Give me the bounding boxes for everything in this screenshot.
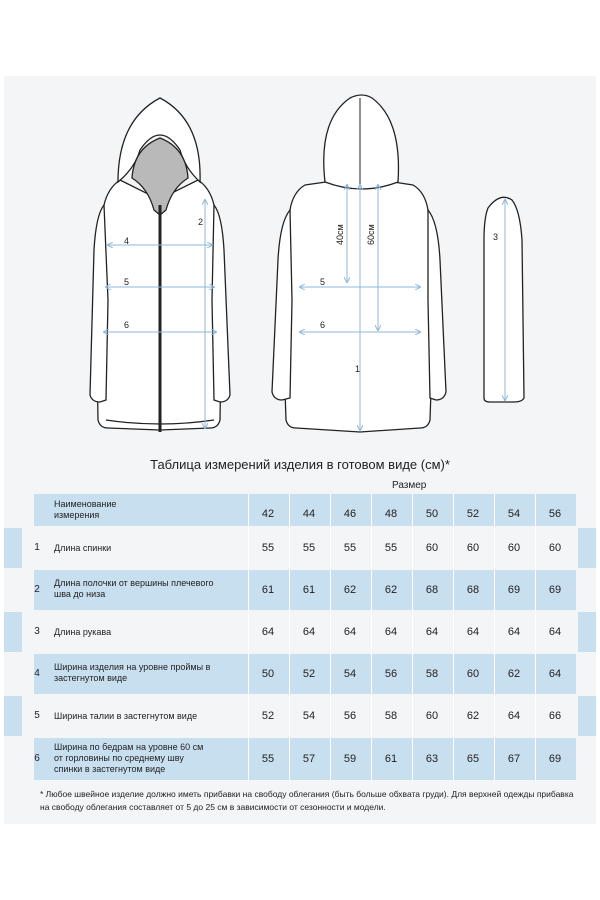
row-value: 60 [425, 542, 439, 554]
header-size: 52 [466, 508, 480, 520]
back-left-sleeve [272, 210, 292, 400]
table-row [4, 528, 596, 568]
header-size: 50 [425, 508, 439, 520]
row-value: 52 [261, 710, 275, 722]
row-value: 58 [384, 710, 398, 722]
row-value: 56 [343, 710, 357, 722]
row-value: 64 [261, 626, 275, 638]
row-name: Ширина изделия на уровне проймы в застегнутом виде [54, 662, 211, 683]
column-divider [289, 494, 290, 780]
row-value: 64 [548, 626, 562, 638]
row-value: 55 [261, 542, 275, 554]
back-label-1: 1 [355, 364, 361, 374]
row-value: 60 [425, 710, 439, 722]
back-label-60: 60см [366, 224, 376, 245]
row-value: 55 [384, 542, 398, 554]
back-view [272, 95, 446, 432]
row-value: 63 [425, 753, 439, 765]
row-value: 64 [466, 626, 480, 638]
row-value: 61 [384, 753, 398, 765]
row-name: Ширина по бедрам на уровне 60 см от горловины по среднему шву спинки в застегнутом виде [54, 742, 204, 774]
table-row [4, 738, 596, 780]
header-name-label: Наименование измерения [54, 499, 117, 520]
back-body [282, 180, 434, 432]
row-value: 64 [425, 626, 439, 638]
row-value: 62 [384, 584, 398, 596]
row-name: Длина полочки от вершины плечевого шва до низа [54, 578, 214, 599]
row-value: 69 [507, 584, 521, 596]
front-right-sleeve [212, 205, 230, 402]
row-value: 64 [384, 626, 398, 638]
front-label-2: 2 [198, 217, 204, 227]
row-value: 69 [548, 584, 562, 596]
column-divider [453, 494, 454, 780]
row-value: 62 [343, 584, 357, 596]
row-name: Длина рукава [54, 627, 112, 637]
front-left-sleeve [90, 205, 108, 402]
row-value: 50 [261, 668, 275, 680]
row-value: 56 [384, 668, 398, 680]
header-size: 54 [507, 508, 521, 520]
row-value: 57 [302, 753, 316, 765]
row-value: 67 [507, 753, 521, 765]
column-divider [494, 494, 495, 780]
front-view [90, 98, 230, 432]
row-number: 4 [34, 668, 40, 679]
row-value: 66 [548, 710, 562, 722]
row-value: 64 [548, 668, 562, 680]
row-value: 69 [548, 753, 562, 765]
row-number: 2 [34, 584, 40, 595]
row-value: 55 [343, 542, 357, 554]
header-size: 56 [548, 508, 562, 520]
table-header-row [4, 494, 596, 526]
front-label-5: 5 [124, 277, 130, 287]
row-value: 64 [302, 626, 316, 638]
row-value: 65 [466, 753, 480, 765]
table-row [4, 654, 596, 694]
row-value: 59 [343, 753, 357, 765]
column-divider [371, 494, 372, 780]
row-value: 61 [261, 584, 275, 596]
row-value: 64 [507, 626, 521, 638]
row-value: 60 [466, 668, 480, 680]
row-value: 58 [425, 668, 439, 680]
row-value: 55 [261, 753, 275, 765]
table-row [4, 570, 596, 610]
header-size: 44 [302, 508, 316, 520]
table-row [4, 612, 596, 652]
sleeve-outline [484, 197, 524, 402]
row-name: Длина спинки [54, 543, 112, 553]
row-value: 64 [507, 710, 521, 722]
back-label-5: 5 [320, 277, 326, 287]
header-size: 46 [343, 508, 357, 520]
row-value: 62 [466, 710, 480, 722]
row-value: 64 [343, 626, 357, 638]
header-size: 48 [384, 508, 398, 520]
column-divider [248, 494, 249, 780]
back-right-sleeve [428, 210, 446, 400]
front-label-6: 6 [124, 320, 130, 330]
row-value: 52 [302, 668, 316, 680]
row-value: 60 [507, 542, 521, 554]
row-number: 3 [34, 626, 40, 637]
front-label-4: 4 [124, 236, 130, 246]
column-divider [330, 494, 331, 780]
row-value: 60 [548, 542, 562, 554]
row-number: 1 [34, 542, 40, 553]
row-name: Ширина талии в застегнутом виде [54, 711, 198, 721]
footnote: * Любое швейное изделие должно иметь прибавки на свободу облегания (быть больше обхвата груди). Для верхней одежды прибавка на свободу облегания составляет от 5 до 25 см в зависимости от сезонности и модели. [40, 789, 574, 812]
row-value: 55 [302, 542, 316, 554]
row-value: 68 [425, 584, 439, 596]
back-hood [324, 95, 399, 189]
sleeve-view [484, 197, 524, 402]
header-size: 42 [261, 508, 275, 520]
column-divider [535, 494, 536, 780]
size-caption: Размер [392, 480, 427, 491]
table-title: Таблица измерений изделия в готовом виде (см)* [150, 457, 450, 472]
sleeve-label-3: 3 [493, 232, 499, 242]
table-row [4, 696, 596, 736]
row-value: 54 [302, 710, 316, 722]
row-number: 6 [34, 753, 40, 764]
column-divider [412, 494, 413, 780]
back-label-40: 40см [335, 224, 345, 245]
row-number: 5 [34, 710, 40, 721]
row-value: 68 [466, 584, 480, 596]
row-value: 62 [507, 668, 521, 680]
row-value: 60 [466, 542, 480, 554]
back-label-6: 6 [320, 320, 326, 330]
row-value: 61 [302, 584, 316, 596]
row-value: 54 [343, 668, 357, 680]
